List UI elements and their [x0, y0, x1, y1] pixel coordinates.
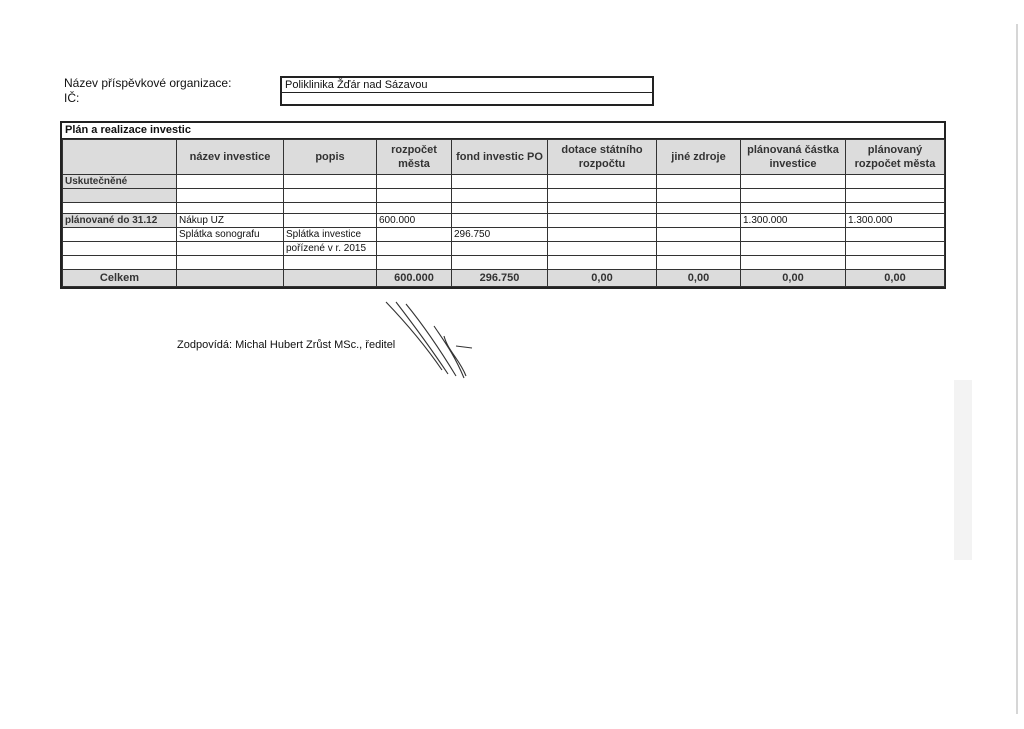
item-desc [284, 214, 377, 228]
item-plan-city [846, 242, 945, 256]
row-completed [63, 175, 945, 189]
total-row [63, 270, 945, 287]
item-desc: pořízené v r. 2015 [284, 242, 377, 256]
org-box [280, 76, 654, 106]
page-edge [1016, 24, 1018, 714]
total-city: 600.000 [377, 270, 452, 287]
item-plan-city [846, 228, 945, 242]
item-plan-amount [741, 242, 846, 256]
table-row [63, 203, 945, 214]
header-city: rozpočet města [377, 140, 452, 175]
item-fund: 296.750 [452, 228, 548, 242]
plan-grid [62, 139, 945, 287]
total-label: Celkem [63, 270, 177, 287]
item-city: 600.000 [377, 214, 452, 228]
org-name-label: Název příspěvkové organizace: [64, 76, 232, 90]
responsible-person: Zodpovídá: Michal Hubert Zrůst MSc., ředitel [177, 339, 396, 351]
table-row [63, 189, 945, 203]
table-row [63, 228, 945, 242]
table-row [63, 256, 945, 270]
header-fund: fond investic PO [452, 140, 548, 175]
completed-label: Uskutečněné [63, 175, 177, 189]
investment-plan-table [60, 121, 946, 289]
header-plan-amount: plánovaná částka investice [741, 140, 846, 175]
item-name: Splátka sonografu [177, 228, 284, 242]
item-name: Nákup UZ [177, 214, 284, 228]
signature-icon [384, 296, 484, 386]
org-name-value: Poliklinika Žďár nad Sázavou [282, 78, 652, 93]
item-name [177, 242, 284, 256]
item-plan-amount [741, 228, 846, 242]
org-labels [64, 76, 231, 106]
header-other: jiné zdroje [657, 140, 741, 175]
row-planned [63, 214, 945, 228]
item-fund [452, 214, 548, 228]
total-plan-amount: 0,00 [741, 270, 846, 287]
scan-smudge [954, 380, 972, 560]
item-plan-city: 1.300.000 [846, 214, 945, 228]
planned-label: plánované do 31.12 [63, 214, 177, 228]
header-state: dotace státního rozpočtu [548, 140, 657, 175]
total-fund: 296.750 [452, 270, 548, 287]
table-row [63, 242, 945, 256]
header-desc: popis [284, 140, 377, 175]
total-state: 0,00 [548, 270, 657, 287]
total-plan-city: 0,00 [846, 270, 945, 287]
item-city [377, 242, 452, 256]
header-name: název investice [177, 140, 284, 175]
header-plan-city: plánovaný rozpočet města [846, 140, 945, 175]
total-other: 0,00 [657, 270, 741, 287]
item-fund [452, 242, 548, 256]
plan-title: Plán a realizace investic [62, 123, 944, 139]
org-ic-label: IČ: [64, 91, 80, 105]
item-plan-amount: 1.300.000 [741, 214, 846, 228]
header-row [63, 140, 945, 175]
item-city [377, 228, 452, 242]
item-desc: Splátka investice [284, 228, 377, 242]
header-empty [63, 140, 177, 175]
